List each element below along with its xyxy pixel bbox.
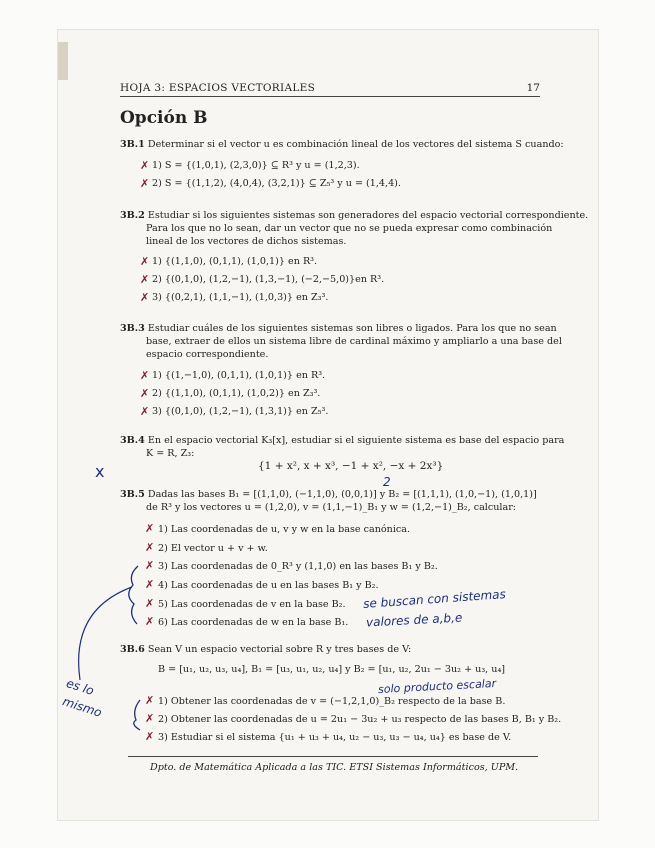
check-mark: ✗ [145, 730, 155, 743]
exercise-text: Dadas las bases B₁ = [(1,1,0), (−1,1,0), (0,0,1)] y B₂ = [(1,1,1), (1,0,−1), (1,0,1)] [147, 489, 537, 500]
bracket-3b5 [129, 566, 138, 624]
bracket-3b6 [134, 700, 140, 730]
exercise-number: 3B.6 [120, 644, 145, 655]
exercise-3b3-item-2: 2) {(1,1,0), (0,1,1), (1,0,2)} en Z₃³. [152, 388, 321, 399]
exercise-3b2-item-2: 2) {(0,1,0), (1,2,−1), (1,3,−1), (−2,−5,0)}en R³. [152, 274, 385, 285]
header-title: HOJA 3: ESPACIOS VECTORIALES [120, 82, 316, 94]
check-mark: ✗ [145, 541, 155, 554]
exercise-3b6-item-1: 1) Obtener las coordenadas de v = (−1,2,1,0)_B₂ respecto de la base B. [158, 696, 506, 707]
handwritten-note: 2 [383, 475, 391, 489]
check-mark: ✗ [145, 615, 155, 628]
exercise-3b1-item-2: 2) S = {(1,1,2), (4,0,4), (3,2,1)} ⊆ Z₅³ y u = (1,4,4). [152, 178, 401, 189]
check-mark: ✗ [140, 255, 150, 268]
exercise-number: 3B.1 [120, 139, 145, 150]
exercise-3b5-item-1: 1) Las coordenadas de u, v y w en la base canónica. [158, 524, 411, 535]
arc-connector [79, 587, 132, 680]
exercise-text: Determinar si el vector u es combinación lineal de los vectores del sistema S cuando: [147, 139, 564, 150]
exercise-number: 3B.3 [120, 323, 145, 334]
exercise-text: lineal de los vectores de dichos sistemas. [146, 236, 347, 247]
check-mark: ✗ [145, 712, 155, 725]
section-title: Opción B [120, 108, 208, 128]
check-mark: ✗ [140, 177, 150, 190]
check-mark: ✗ [140, 291, 150, 304]
check-mark: ✗ [145, 559, 155, 572]
exercise-text: En el espacio vectorial K₃[x], estudiar si el siguiente sistema es base del espacio para [147, 435, 565, 446]
exercise-3b2-item-3: 3) {(0,2,1), (1,1,−1), (1,0,3)} en Z₃³. [152, 292, 329, 303]
handwritten-note: solo producto escalar [377, 676, 497, 697]
check-mark: ✗ [140, 369, 150, 382]
exercise-number: 3B.4 [120, 435, 145, 446]
handwritten-note: se buscan con sistemas [362, 587, 507, 611]
exercise-3b3-item-3: 3) {(0,1,0), (1,2,−1), (1,3,1)} en Z₅³. [152, 406, 329, 417]
polynomial-system: {1 + x², x + x³, −1 + x², −x + 2x³} [258, 460, 444, 472]
exercise-text: base, extraer de ellos un sistema libre de cardinal máximo y ampliarlo a una base del [146, 336, 562, 347]
check-mark: ✗ [140, 273, 150, 286]
exercise-text: espacio correspondiente. [146, 349, 269, 360]
exercise-3b6-item-2: 2) Obtener las coordenadas de u = 2u₁ − 3u₂ + u₃ respecto de las bases B, B₁ y B₂. [158, 714, 562, 725]
side-note: es lo [64, 675, 96, 699]
check-mark: ✗ [140, 405, 150, 418]
margin-x-mark: x [95, 462, 105, 481]
exercise-3b1-item-1: 1) S = {(1,0,1), (2,3,0)} ⊆ R³ y u = (1,2,3). [152, 160, 360, 171]
exercise-text: Sean V un espacio vectorial sobre R y tres bases de V: [147, 644, 412, 655]
exercise-text: K = R, Z₃: [146, 448, 195, 459]
exercise-3b6-item-3: 3) Estudiar si el sistema {u₁ + u₃ + u₄, u₂ − u₃, u₃ − u₄, u₄} es base de V. [158, 732, 512, 743]
exercise-3b5-item-2: 2) El vector u + v + w. [158, 543, 268, 554]
handwritten-note: valores de a,b,e [365, 610, 463, 630]
exercise-number: 3B.2 [120, 210, 145, 221]
exercise-text: Para los que no lo sean, dar un vector que no se pueda expresar como combinación [146, 223, 553, 234]
exercise-3b3-item-1: 1) {(1,−1,0), (0,1,1), (1,0,1)} en R³. [152, 370, 326, 381]
check-mark: ✗ [145, 694, 155, 707]
exercise-3b5-item-3: 3) Las coordenadas de 0_R³ y (1,1,0) en las bases B₁ y B₂. [158, 561, 438, 572]
exercise-3b5-item-4: 4) Las coordenadas de u en las bases B₁ y B₂. [158, 580, 379, 591]
exercise-3b2-item-1: 1) {(1,1,0), (0,1,1), (1,0,1)} en R³. [152, 256, 318, 267]
side-note: mismo [60, 694, 104, 720]
check-mark: ✗ [140, 387, 150, 400]
page-footer: Dpto. de Matemática Aplicada a las TIC. ETSI Sistemas Informáticos, UPM. [150, 762, 519, 773]
exercise-text: de R³ y los vectores u = (1,2,0), v = (1,1,−1)_B₁ y w = (1,2,−1)_B₂, calcular: [146, 502, 517, 513]
check-mark: ✗ [145, 578, 155, 591]
exercise-3b5-item-5: 5) Las coordenadas de v en la base B₂. [158, 599, 346, 610]
exercise-number: 3B.5 [120, 489, 145, 500]
check-mark: ✗ [140, 159, 150, 172]
check-mark: ✗ [145, 522, 155, 535]
page-number: 17 [526, 82, 540, 94]
exercise-text: Estudiar si los siguientes sistemas son generadores del espacio vectorial correspondiente. [147, 210, 589, 221]
check-mark: ✗ [145, 597, 155, 610]
exercise-3b5-item-6: 6) Las coordenadas de w en la base B₁. [158, 617, 349, 628]
bases-formula: B = [u₁, u₂, u₃, u₄], B₁ = [u₃, u₁, u₂, u₄] y B₂ = [u₁, u₂, 2u₁ − 3u₂ + u₃, u₄] [158, 664, 506, 675]
footer-rule [128, 756, 538, 757]
exercise-text: Estudiar cuáles de los siguientes sistemas son libres o ligados. Para los que no sean [147, 323, 557, 334]
